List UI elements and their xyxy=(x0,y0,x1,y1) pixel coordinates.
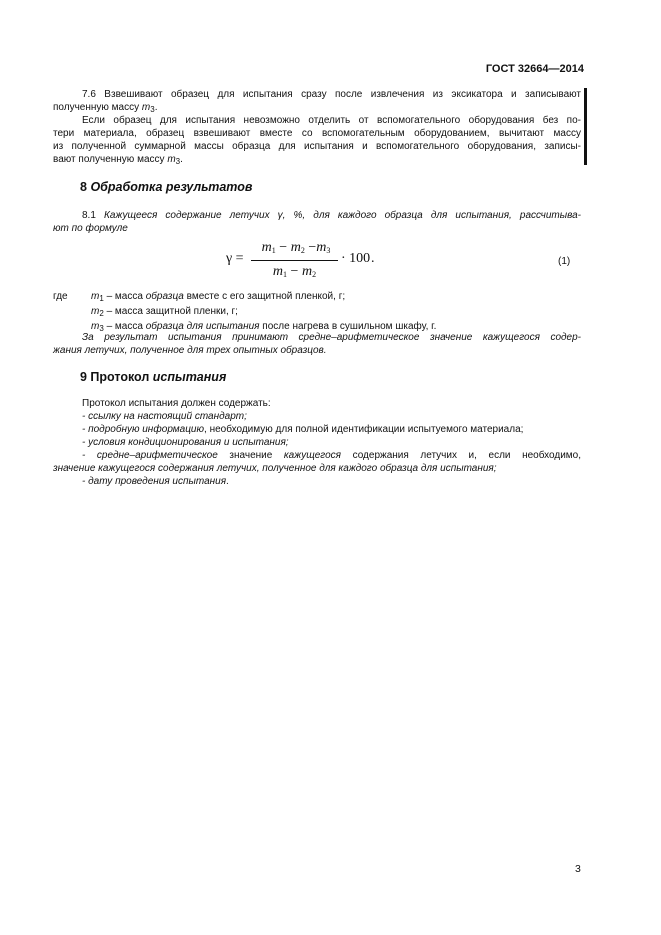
section-title: Обработка результатов xyxy=(90,180,253,194)
text: образца для испытания xyxy=(145,321,260,332)
list-item xyxy=(53,423,581,436)
symbol-m: m xyxy=(91,321,100,332)
paragraph-8-1 xyxy=(53,209,581,235)
paragraph-line: ют по формуле xyxy=(53,223,128,234)
symbol-m: m xyxy=(261,240,272,255)
subscript: 3 xyxy=(175,157,181,166)
symbol-m: m xyxy=(272,264,284,279)
protocol-list xyxy=(53,397,581,488)
paragraph-separation xyxy=(53,114,581,168)
subscript: 2 xyxy=(312,270,317,279)
symbol-m: m xyxy=(91,291,100,302)
text: – масса xyxy=(103,291,146,302)
subscript: 3 xyxy=(99,324,104,333)
list-item xyxy=(53,475,581,488)
change-bar xyxy=(584,88,587,165)
text: - дату проведения испытания xyxy=(82,476,227,487)
formula-denominator xyxy=(251,264,338,280)
paragraph-line: За результат испытания принимают средне–арифметическое значение кажущегося содер- xyxy=(82,332,581,343)
section-number: 8 xyxy=(80,180,91,194)
text: , необходимую для полной идентификации испытуемого материала; xyxy=(204,424,524,435)
list-item: - условия кондиционирования и испытания; xyxy=(82,437,289,448)
where-label: где xyxy=(53,291,68,302)
subscript: 1 xyxy=(283,270,288,279)
subscript: 2 xyxy=(300,246,305,255)
where-item-m2 xyxy=(91,305,581,320)
text: содержания летучих и, если необходимо, xyxy=(341,450,582,461)
list-item xyxy=(53,449,581,462)
text: . xyxy=(180,154,183,165)
symbol-m: m xyxy=(316,240,327,255)
paragraph-7-6 xyxy=(53,88,581,116)
formula-end: . xyxy=(371,251,375,266)
text: после нагрева в сушильном шкафу, г. xyxy=(259,321,437,332)
symbol-m: m xyxy=(301,264,313,279)
text: вместе с его защитной пленкой, г; xyxy=(183,291,346,302)
subscript: 1 xyxy=(99,294,104,303)
section-title: 9 Протокол xyxy=(80,370,153,384)
text: вают полученную массу xyxy=(53,154,168,165)
paragraph-result xyxy=(53,331,581,357)
text: . xyxy=(226,476,229,487)
text: - подробную информацию xyxy=(82,424,205,435)
symbol-m: m xyxy=(167,154,176,165)
paragraph-line: 7.6 Взвешивают образец для испытания сразу после извлечения из эксикатора и записывают xyxy=(82,89,581,100)
operator: − xyxy=(287,264,302,279)
subscript: 3 xyxy=(326,246,331,255)
list-item: - ссылку на настоящий стандарт; xyxy=(82,411,247,422)
text: . xyxy=(154,102,158,113)
paragraph-line: Если образец для испытания невозможно отделить от вспомогательного оборудования без по- xyxy=(82,115,581,126)
text: – масса xyxy=(103,321,146,332)
text: полученную массу xyxy=(53,102,142,113)
paragraph-line xyxy=(53,209,581,222)
formula-number: (1) xyxy=(558,256,571,267)
clause-number: 8.1 xyxy=(82,210,104,221)
list-item-continuation: значение кажущегося содержания летучих, полученное для каждого образца для испытания; xyxy=(53,463,497,474)
subscript: 3 xyxy=(150,105,155,114)
page-number: 3 xyxy=(575,863,581,875)
symbol-m: m xyxy=(91,306,100,317)
text: Кажущееся содержание летучих γ, %, для каждого образца для испытания, рассчитыва- xyxy=(104,210,582,221)
fraction-bar xyxy=(251,260,338,261)
paragraph-line: тери материала, образец взвешивают вместе со вспомогательным оборудованием, вычитают массу xyxy=(53,128,581,139)
paragraph-line: из полученной суммарной массы образца для испытания и вспомогательного оборудования, записы- xyxy=(53,141,581,152)
where-list xyxy=(91,290,581,335)
operator: − xyxy=(275,240,291,255)
where-item-m1 xyxy=(91,290,581,305)
symbol-m: m xyxy=(141,102,151,113)
section-title-italic: испытания xyxy=(152,370,227,384)
subscript: 1 xyxy=(271,246,276,255)
text: образца xyxy=(145,291,184,302)
text: значение xyxy=(217,450,284,461)
formula-numerator xyxy=(251,240,341,256)
section-8-heading xyxy=(80,180,252,194)
paragraph-line xyxy=(53,153,581,168)
protocol-intro: Протокол испытания должен содержать: xyxy=(82,398,271,409)
text: кажущегося xyxy=(283,450,341,461)
formula-multiplier: · 100 xyxy=(341,251,371,266)
section-9-heading xyxy=(80,370,226,384)
formula-lhs: γ = xyxy=(226,251,244,266)
symbol-m: m xyxy=(290,240,301,255)
text: – масса защитной пленки, г; xyxy=(103,306,238,317)
text: - средне–арифметическое xyxy=(82,450,218,461)
document-code: ГОСТ 32664—2014 xyxy=(485,63,584,75)
paragraph-line: жания летучих, полученное для трех опытных образцов. xyxy=(53,345,327,356)
operator: − xyxy=(304,240,317,255)
subscript: 2 xyxy=(99,309,104,318)
